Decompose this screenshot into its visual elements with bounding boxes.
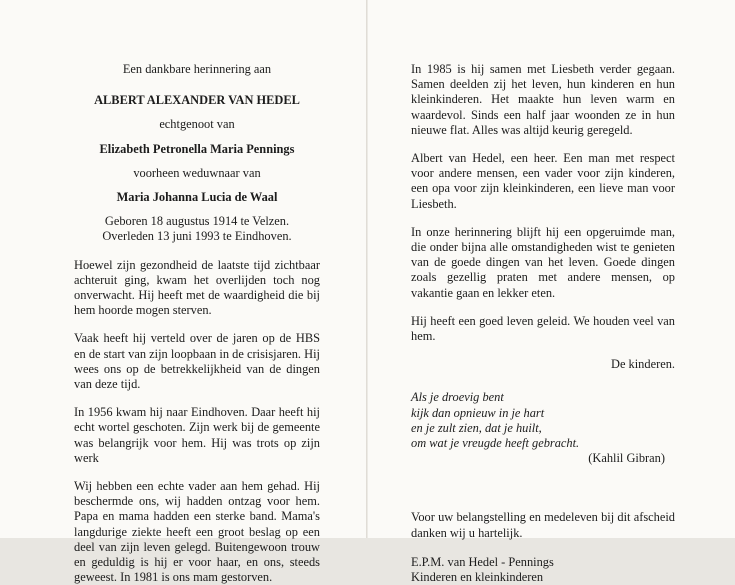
thanks-text: Voor uw belangstelling en medeleven bij dit afscheid danken wij u hartelijk. [411, 510, 675, 540]
signature-line: E.P.M. van Hedel - Pennings [411, 554, 554, 569]
paragraph: Hij heeft een goed leven geleid. We houden veel van hem. [411, 313, 675, 344]
poem-line: kijk dan opnieuw in je hart [411, 405, 545, 420]
intro-line: Een dankbare herinnering aan [122, 62, 272, 76]
card-fold [366, 0, 368, 538]
poem-line: om wat je vreugde heeft gebracht. [411, 436, 580, 451]
children-signature: De kinderen. [611, 357, 675, 372]
poem-line: en je zult zien, dat je huilt, [411, 420, 542, 435]
paragraph: In 1985 is hij samen met Liesbeth verder gegaan. Samen deelden zij het leven, hun kinderen en hun kleinkinderen. Het maakte hun leven warm en waardevol. Sinds een half jaar woonden ze in hun nieuwe flat. Alles was altijd keurig geregeld. [411, 62, 675, 137]
paragraph: Wij hebben een echte vader aan hem gehad. Hij beschermde ons, wij hadden ontzag voor hem. Papa en mama hadden een sterke band. Mama's langdurige ziekte heeft een groot beslag op een deel van zijn leven gelegd. Buitengewoon trouw en geduldig is hij er voor haar, en ons, steeds geweest. In 1981 is ons mam gestorven. [74, 479, 320, 585]
spouse-label: echtgenoot van [159, 117, 235, 132]
paragraph: Vaak heeft hij verteld over de jaren op de HBS en de start van zijn loopbaan in de crisisjaren. Hij wees ons op de betrekkelijkheid van de dingen van deze tijd. [74, 331, 320, 392]
poem-line: Als je droevig bent [411, 390, 504, 405]
poem-credit: (Kahlil Gibran) [588, 451, 665, 466]
paragraph: Hoewel zijn gezondheid de laatste tijd zichtbaar achteruit ging, kwam het overlijden toch nog onverwacht. Hij heeft met de waardigheid die bij hem hoorde mogen sterven. [74, 257, 320, 318]
deceased-name: ALBERT ALEXANDER VAN HEDEL [94, 93, 300, 108]
signature-line: Kinderen en kleinkinderen [411, 570, 544, 585]
paragraph: In onze herinnering blijft hij een opgeruimde man, die onder bijna alle omstandigheden wist te genieten van de goede dingen van het leven. Goede dingen zoals gezellig praten met andere mensen, op vakantie gaan en lekker eten. [411, 224, 675, 300]
paragraph: In 1956 kwam hij naar Eindhoven. Daar heeft hij echt wortel geschoten. Zijn werk bij de gemeente was belangrijk voor hem. Hij was trots op zijn werk [74, 405, 320, 465]
paragraph: Albert van Hedel, een heer. Een man met respect voor andere mensen, een vader voor zijn kinderen, een opa voor zijn kleinkinderen, een lieve man voor Liesbeth. [411, 151, 675, 211]
birth-line: Geboren 18 augustus 1914 te Velzen. [104, 214, 290, 229]
poem [411, 390, 675, 466]
left-page [74, 62, 320, 585]
widower-label: voorheen weduwnaar van [133, 165, 261, 180]
death-line: Overleden 13 juni 1993 te Eindhoven. [102, 229, 292, 244]
former-wife-name: Maria Johanna Lucia de Waal [116, 190, 278, 205]
spouse-name: Elizabeth Petronella Maria Pennings [99, 141, 295, 156]
right-page [411, 62, 675, 585]
